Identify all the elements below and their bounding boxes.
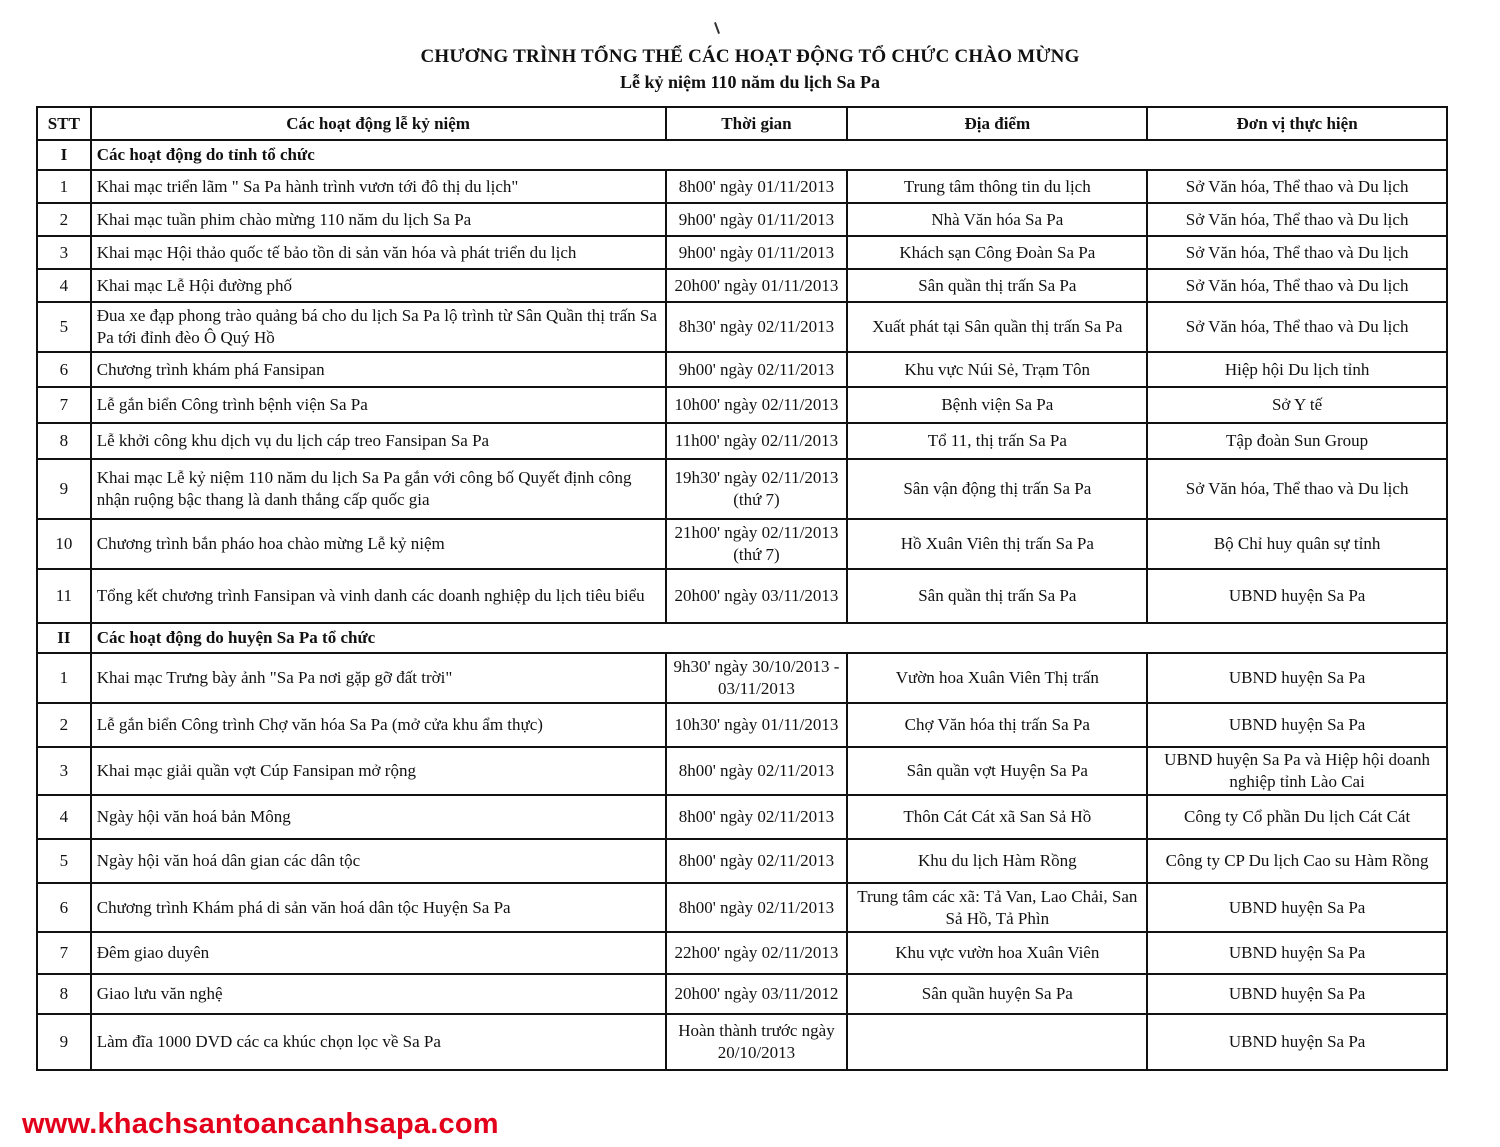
row-unit: UBND huyện Sa Pa [1147, 703, 1447, 747]
row-unit: UBND huyện Sa Pa và Hiệp hội doanh nghiệp tỉnh Lào Cai [1147, 747, 1447, 795]
row-time-line1: 10h00' ngày 02/11/2013 [674, 395, 839, 414]
table-row [37, 519, 1447, 569]
row-time-line1: 9h00' ngày 02/11/2013 [678, 359, 835, 379]
header-place: Địa điểm [847, 107, 1147, 140]
row-time-line1: 11h00' ngày 02/11/2013 [674, 431, 839, 450]
header-activity: Các hoạt động lễ kỷ niệm [91, 107, 666, 140]
row-stt: 4 [37, 269, 91, 302]
row-time [666, 352, 848, 387]
row-time-line1: 21h00' ngày 02/11/2013 [674, 523, 839, 542]
table-row [37, 352, 1447, 387]
row-activity: Tổng kết chương trình Fansipan và vinh danh các doanh nghiệp du lịch tiêu biểu [91, 569, 666, 623]
row-activity: Chương trình Khám phá di sản văn hoá dân tộc Huyện Sa Pa [91, 883, 666, 932]
row-time [666, 1014, 848, 1070]
table-body [37, 140, 1447, 1070]
row-time [666, 203, 848, 236]
table-row [37, 1014, 1447, 1070]
document-header [0, 44, 1500, 94]
row-unit: Hiệp hội Du lịch tỉnh [1147, 352, 1447, 387]
table-row [37, 302, 1447, 352]
row-place: Nhà Văn hóa Sa Pa [847, 203, 1147, 236]
row-activity: Lễ khởi công khu dịch vụ du lịch cáp treo Fansipan Sa Pa [91, 423, 666, 459]
row-place: Khu vực Núi Sẻ, Trạm Tôn [847, 352, 1147, 387]
row-time [666, 302, 848, 352]
row-time-line1: 20h00' ngày 01/11/2013 [674, 275, 839, 295]
row-time-line2: 03/11/2013 [718, 679, 795, 698]
row-time [666, 703, 848, 747]
table-row [37, 653, 1447, 703]
row-time-line1: 19h30' ngày 02/11/2013 [674, 468, 839, 487]
header-time: Thời gian [666, 107, 848, 140]
row-time-line1: 9h30' ngày 30/10/2013 - [673, 657, 840, 676]
row-place: Sân quần thị trấn Sa Pa [847, 269, 1147, 302]
row-time-line1: Hoàn thành trước ngày [678, 1021, 835, 1040]
row-activity: Đua xe đạp phong trào quảng bá cho du lịch Sa Pa lộ trình từ Sân Quần thị trấn Sa Pa tới đỉnh đèo Ô Quý Hồ [91, 302, 666, 352]
row-activity: Khai mạc Lễ kỷ niệm 110 năm du lịch Sa Pa gắn với công bố Quyết định công nhận ruộng bậc thang là danh thắng cấp quốc gia [91, 459, 666, 519]
row-place: Sân quần vợt Huyện Sa Pa [847, 747, 1147, 795]
row-unit: UBND huyện Sa Pa [1147, 932, 1447, 974]
row-time [666, 974, 848, 1014]
website-watermark: www.khachsantoancanhsapa.com [22, 1108, 499, 1140]
row-stt: 2 [37, 703, 91, 747]
section-row [37, 623, 1447, 653]
row-stt: 7 [37, 932, 91, 974]
section-row [37, 140, 1447, 170]
section-title: Các hoạt động do huyện Sa Pa tổ chức [91, 623, 1447, 653]
document-title: CHƯƠNG TRÌNH TỔNG THỂ CÁC HOẠT ĐỘNG TỔ CHỨC CHÀO MỪNG [420, 46, 1080, 67]
row-activity: Khai mạc giải quần vợt Cúp Fansipan mở rộng [91, 747, 666, 795]
row-time [666, 569, 848, 623]
row-time-line2: 20/10/2013 [717, 1043, 796, 1062]
row-unit: Sở Văn hóa, Thể thao và Du lịch [1147, 459, 1447, 519]
row-stt: 10 [37, 519, 91, 569]
document-subtitle: Lễ kỷ niệm 110 năm du lịch Sa Pa [619, 72, 881, 92]
row-time-line1: 8h00' ngày 01/11/2013 [678, 176, 835, 196]
row-place: Khách sạn Công Đoàn Sa Pa [847, 236, 1147, 269]
row-place: Vườn hoa Xuân Viên Thị trấn [847, 653, 1147, 703]
table-row [37, 932, 1447, 974]
row-time-line1: 8h00' ngày 02/11/2013 [678, 897, 835, 917]
row-unit: UBND huyện Sa Pa [1147, 653, 1447, 703]
row-activity: Ngày hội văn hoá dân gian các dân tộc [91, 839, 666, 883]
header-unit: Đơn vị thực hiện [1147, 107, 1447, 140]
row-place: Tổ 11, thị trấn Sa Pa [847, 423, 1147, 459]
row-place [847, 1014, 1147, 1070]
row-unit: Sở Y tế [1147, 387, 1447, 423]
scan-mark [714, 22, 720, 34]
row-time [666, 236, 848, 269]
table-row [37, 747, 1447, 795]
row-stt: 2 [37, 203, 91, 236]
row-time-line1: 20h00' ngày 03/11/2013 [674, 586, 839, 605]
row-time [666, 519, 848, 569]
row-time [666, 839, 848, 883]
row-time-line1: 9h00' ngày 01/11/2013 [678, 209, 835, 229]
row-activity: Chương trình khám phá Fansipan [91, 352, 666, 387]
row-stt: 3 [37, 747, 91, 795]
table-row [37, 883, 1447, 932]
row-activity: Chương trình bắn pháo hoa chào mừng Lễ kỷ niệm [91, 519, 666, 569]
row-place: Sân vận động thị trấn Sa Pa [847, 459, 1147, 519]
row-activity: Khai mạc Hội thảo quốc tế bảo tồn di sản văn hóa và phát triển du lịch [91, 236, 666, 269]
row-time [666, 170, 848, 203]
row-activity: Làm đĩa 1000 DVD các ca khúc chọn lọc về Sa Pa [91, 1014, 666, 1070]
row-activity: Khai mạc tuần phim chào mừng 110 năm du lịch Sa Pa [91, 203, 666, 236]
row-stt: 9 [37, 459, 91, 519]
row-unit: Sở Văn hóa, Thể thao và Du lịch [1147, 302, 1447, 352]
row-time [666, 387, 848, 423]
table-row [37, 387, 1447, 423]
row-place: Khu du lịch Hàm Rồng [847, 839, 1147, 883]
row-time [666, 653, 848, 703]
row-stt: 5 [37, 839, 91, 883]
row-activity: Lễ gắn biển Công trình bệnh viện Sa Pa [91, 387, 666, 423]
row-unit: Sở Văn hóa, Thể thao và Du lịch [1147, 170, 1447, 203]
row-unit: UBND huyện Sa Pa [1147, 883, 1447, 932]
table-row [37, 269, 1447, 302]
row-time [666, 883, 848, 932]
row-time-line1: 8h30' ngày 02/11/2013 [678, 317, 835, 336]
row-stt: 6 [37, 883, 91, 932]
row-time-line2: (thứ 7) [733, 490, 780, 509]
row-place: Sân quần thị trấn Sa Pa [847, 569, 1147, 623]
table-row [37, 839, 1447, 883]
row-place: Sân quần huyện Sa Pa [847, 974, 1147, 1014]
section-title: Các hoạt động do tỉnh tổ chức [91, 140, 1447, 170]
row-place: Trung tâm các xã: Tả Van, Lao Chải, San Sả Hồ, Tả Phìn [847, 883, 1147, 932]
table-row [37, 795, 1447, 839]
row-stt: 3 [37, 236, 91, 269]
section-number: I [37, 140, 91, 170]
row-time [666, 932, 848, 974]
row-time [666, 795, 848, 839]
row-place: Chợ Văn hóa thị trấn Sa Pa [847, 703, 1147, 747]
row-time-line1: 10h30' ngày 01/11/2013 [674, 715, 839, 734]
row-unit: UBND huyện Sa Pa [1147, 569, 1447, 623]
row-time [666, 423, 848, 459]
row-unit: Tập đoàn Sun Group [1147, 423, 1447, 459]
row-unit: UBND huyện Sa Pa [1147, 974, 1447, 1014]
row-place: Xuất phát tại Sân quần thị trấn Sa Pa [847, 302, 1147, 352]
row-time [666, 747, 848, 795]
row-stt: 5 [37, 302, 91, 352]
row-time-line1: 22h00' ngày 02/11/2013 [674, 943, 839, 962]
header-stt: STT [37, 107, 91, 140]
row-place: Hồ Xuân Viên thị trấn Sa Pa [847, 519, 1147, 569]
row-time [666, 269, 848, 302]
table-row [37, 203, 1447, 236]
row-place: Thôn Cát Cát xã San Sả Hồ [847, 795, 1147, 839]
row-activity: Đêm giao duyên [91, 932, 666, 974]
section-number: II [37, 623, 91, 653]
row-activity: Khai mạc Trưng bày ảnh "Sa Pa nơi gặp gỡ đất trời" [91, 653, 666, 703]
table-row [37, 423, 1447, 459]
row-time-line1: 8h00' ngày 02/11/2013 [678, 761, 835, 780]
table-row [37, 703, 1447, 747]
table-row [37, 974, 1447, 1014]
row-place: Bệnh viện Sa Pa [847, 387, 1147, 423]
row-stt: 8 [37, 974, 91, 1014]
row-activity: Khai mạc triển lãm " Sa Pa hành trình vươn tới đô thị du lịch" [91, 170, 666, 203]
row-unit: UBND huyện Sa Pa [1147, 1014, 1447, 1070]
row-stt: 7 [37, 387, 91, 423]
row-time-line1: 8h00' ngày 02/11/2013 [678, 807, 835, 826]
row-stt: 11 [37, 569, 91, 623]
row-time-line1: 9h00' ngày 01/11/2013 [678, 242, 835, 262]
row-time-line1: 20h00' ngày 03/11/2012 [674, 984, 839, 1003]
row-activity: Lễ gắn biển Công trình Chợ văn hóa Sa Pa (mở cửa khu ẩm thực) [91, 703, 666, 747]
row-time [666, 459, 848, 519]
row-stt: 1 [37, 653, 91, 703]
row-time-line1: 8h00' ngày 02/11/2013 [678, 851, 835, 870]
table-row [37, 170, 1447, 203]
row-activity: Giao lưu văn nghệ [91, 974, 666, 1014]
row-unit: Bộ Chỉ huy quân sự tỉnh [1147, 519, 1447, 569]
table-header-row [37, 107, 1447, 140]
row-stt: 8 [37, 423, 91, 459]
row-activity: Ngày hội văn hoá bản Mông [91, 795, 666, 839]
schedule-table [36, 106, 1448, 1071]
row-place: Trung tâm thông tin du lịch [847, 170, 1147, 203]
row-stt: 9 [37, 1014, 91, 1070]
row-unit: Sở Văn hóa, Thể thao và Du lịch [1147, 269, 1447, 302]
table-row [37, 459, 1447, 519]
row-place: Khu vực vườn hoa Xuân Viên [847, 932, 1147, 974]
table-row [37, 569, 1447, 623]
row-unit: Công ty Cổ phần Du lịch Cát Cát [1147, 795, 1447, 839]
row-stt: 1 [37, 170, 91, 203]
row-time-line2: (thứ 7) [733, 545, 780, 564]
row-unit: Sở Văn hóa, Thể thao và Du lịch [1147, 203, 1447, 236]
row-stt: 4 [37, 795, 91, 839]
row-activity: Khai mạc Lễ Hội đường phố [91, 269, 666, 302]
row-stt: 6 [37, 352, 91, 387]
table-row [37, 236, 1447, 269]
row-unit: Sở Văn hóa, Thể thao và Du lịch [1147, 236, 1447, 269]
row-unit: Công ty CP Du lịch Cao su Hàm Rồng [1147, 839, 1447, 883]
